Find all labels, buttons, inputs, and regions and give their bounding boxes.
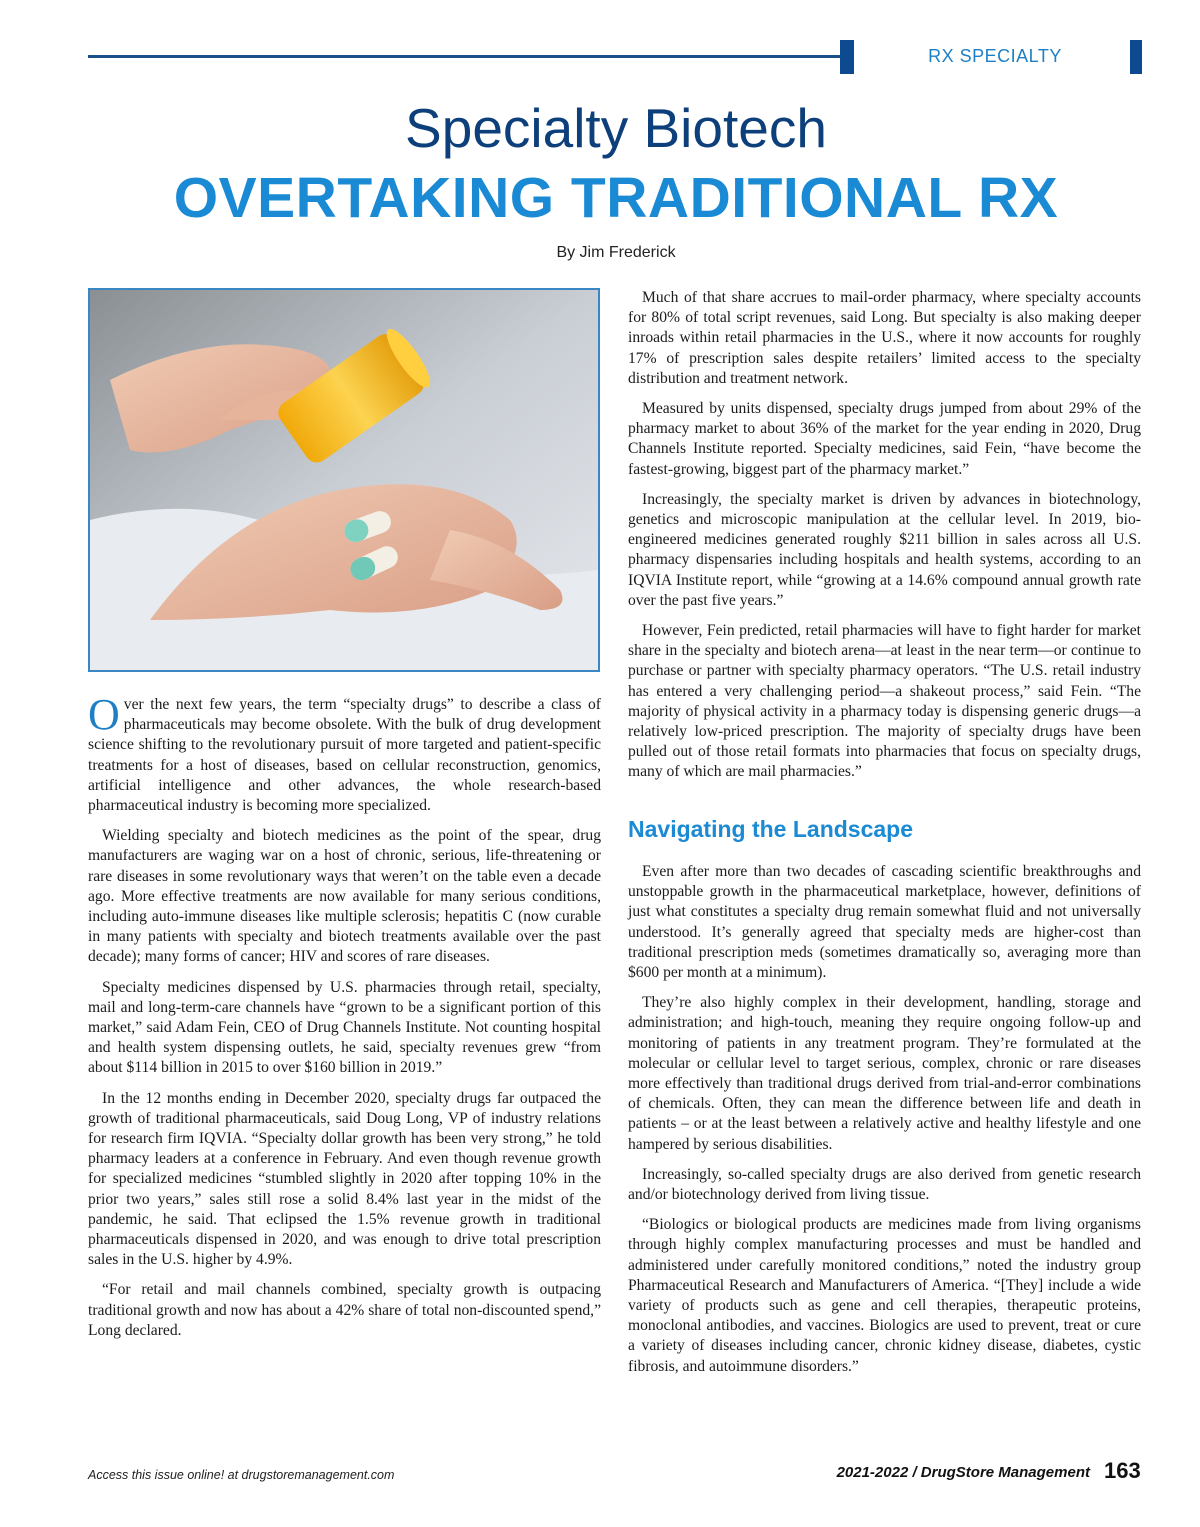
paragraph xyxy=(88,690,601,816)
footer-publication: 2021-2022 / DrugStore Management xyxy=(836,1464,1090,1481)
article-column-right-top xyxy=(628,288,1141,793)
paragraph: However, Fein predicted, retail pharmacies will have to fight harder for market share in the specialty and biotech arena—at least in the near term—or continue to purchase or partner with specialty pharmacy operators. “The U.S. retail industry has entered a very challenging period—a shakeout process,” said Fein. “The majority of physical activity in a pharmacy today is dispensing generic drugs—a relatively low-priced prescription. The majority of specialty drugs have been pulled out of those retail formats into pharmacies that focus on specialty drugs, many of which are mail pharmacies.” xyxy=(628,622,1141,781)
paragraph: “Biologics or biological products are medicines made from living organisms through highly complex manufacturing processes and must be handled and administered under carefully monitored conditions,” noted the industry group Pharmaceutical Research and Manufacturers of America. “[They] include a wide variety of products such as gene and cell therapies, therapeutic proteins, monoclonal antibodies, and vaccines. Biologics are used to prevent, treat or cure a variety of diseases including cancer, chronic kidney disease, diabetes, cystic fibrosis, and autoimmune disorders.” xyxy=(628,1216,1141,1375)
drop-cap: O xyxy=(88,690,120,739)
page-number: 163 xyxy=(1104,1458,1141,1483)
article-title-line2: OVERTAKING TRADITIONAL RX xyxy=(173,166,1059,230)
article-title-line1: Specialty Biotech xyxy=(405,97,827,159)
paragraph: Much of that share accrues to mail-order pharmacy, where specialty accounts for 80% of total script revenues, said Long. But specialty is also making deeper inroads within retail pharmacies in the U.S., where it now accounts for roughly 17% of prescription sales despite retailers’ limited access to the specialty distribution and treatment network. xyxy=(628,289,1141,387)
photo-illustration xyxy=(90,290,598,670)
article-column-right-bottom xyxy=(628,862,1141,1387)
paragraph: “For retail and mail channels combined, specialty growth is outpacing traditional growth and now has about a 42% share of total non-discounted spend,” Long declared. xyxy=(88,1281,601,1339)
paragraph: Increasingly, so-called specialty drugs are also derived from genetic research and/or biotechnology derived from living tissue. xyxy=(628,1165,1141,1204)
paragraph: Even after more than two decades of cascading scientific breakthroughs and unstoppable growth in the pharmaceutical marketplace, however, definitions of just what constitutes a specialty drug remain somewhat fluid and not universally understood. It’s generally agreed that specialty meds are higher-cost than traditional prescription meds (sometimes dramatically so, averaging more than $600 per month at a minimum). xyxy=(628,863,1141,982)
paragraph-text: ver the next few years, the term “specialty drugs” to describe a class of pharmaceuticals may become obsolete. With the bulk of drug development science shifting to the revolutionary pursuit of more targeted and patient-specific treatments for a host of diseases, based on cellular reconstruction, genomics, artificial intelligence and other advances, the whole research-based pharmaceutical industry is becoming more specialized. xyxy=(88,696,601,815)
section-subhead: Navigating the Landscape xyxy=(628,816,914,842)
header-accent-block-right xyxy=(1130,40,1142,74)
article-column-left xyxy=(88,690,601,1351)
pills-in-hand-photo xyxy=(88,288,600,672)
paragraph: Measured by units dispensed, specialty drugs jumped from about 29% of the pharmacy market to about 36% of the market for the year ending in 2020, Drug Channels Institute reported. Specialty medicines, said Fein, “have become the fastest-growing, biggest part of the pharmacy market.” xyxy=(628,400,1141,478)
paragraph: They’re also highly complex in their development, handling, storage and administration; and high-touch, meaning they require ongoing follow-up and monitoring of patients in any treatment program. They’re formulated at the molecular or cellular level to target serious, complex, chronic or rare diseases more effectively than traditional drugs derived from trial-and-error combinations of chemicals. Often, they can mean the difference between life and death in patients – or at the least between a relatively active and healthy lifestyle and one hampered by serious disabilities. xyxy=(628,994,1141,1153)
paragraph: In the 12 months ending in December 2020, specialty drugs far outpaced the growth of traditional pharmaceuticals, said Doug Long, VP of industry relations for research firm IQVIA. “Specialty dollar growth has been very strong,” he told pharmacy leaders at a conference in February. And even though revenue growth for specialized medicines “stumbled slightly in 2020 after topping 10% in the prior two years,” sales still rose a solid 8.4% last year in the midst of the pandemic, he said. That eclipsed the 1.5% revenue growth in traditional pharmaceuticals dispensed in 2020, and was enough to drive total prescription sales in the U.S. higher by 4.9%. xyxy=(88,1089,601,1269)
section-tag: RX SPECIALTY xyxy=(928,46,1062,66)
paragraph: Wielding specialty and biotech medicines as the point of the spear, drug manufacturers are waging war on a host of chronic, serious, life-threatening or rare diseases in some revolutionary ways that weren’t on the table even a decade ago. More effective treatments are now available for many serious conditions, including auto-immune diseases like multiple sclerosis; hepatitis C (now curable in many patients with specialty and biotech treatments available over the past decade); many forms of cancer; HIV and scores of rare diseases. xyxy=(88,827,601,966)
footer-access-link[interactable]: Access this issue online! at drugstoremanagement.com xyxy=(88,1468,395,1482)
byline: By Jim Frederick xyxy=(556,244,676,261)
header-accent-block-left xyxy=(840,40,854,74)
paragraph: Increasingly, the specialty market is driven by advances in biotechnology, genetics and microscopic manipulation at the cellular level. In 2019, bio-engineered medicines generated roughly $211 billion in sales across all U.S. pharmacy dispensaries including hospitals and health systems, according to an IQVIA Institute report, while “growing at a 14.6% compound annual growth rate over the past five years.” xyxy=(628,490,1141,609)
paragraph: Specialty medicines dispensed by U.S. pharmacies through retail, specialty, mail and long-term-care channels have “grown to be a significant portion of this market,” said Adam Fein, CEO of Drug Channels Institute. Not counting hospital and health system dispensing outlets, he said, specialty revenues grew “from about $114 billion in 2015 to over $160 billion in 2019.” xyxy=(88,978,601,1077)
header-rule xyxy=(88,55,840,58)
